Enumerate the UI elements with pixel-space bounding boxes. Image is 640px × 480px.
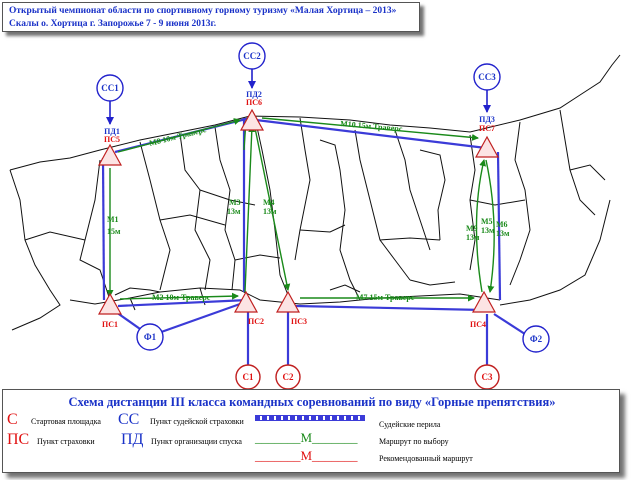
stage-m4-length: 13м bbox=[263, 207, 277, 216]
start-points bbox=[236, 365, 499, 389]
ss2-label: СС2 bbox=[243, 51, 261, 61]
stage-m5-length: 13м bbox=[481, 226, 495, 235]
stage-m2-label: М2 10м Траверс bbox=[152, 293, 211, 302]
ss3-label: СС3 bbox=[478, 72, 496, 82]
ps3-label: ПС3 bbox=[291, 317, 307, 326]
stage-m10-label: М10 15м Траверс bbox=[339, 119, 403, 134]
legend-pd-symbol: ПД bbox=[121, 431, 144, 448]
header-title: Открытый чемпионат области по спортивному горному туризму «Малая Хортица – 2013» bbox=[9, 6, 397, 16]
legend-judge-rope-text: Судейские перила bbox=[379, 420, 441, 429]
stage-m3-line bbox=[245, 126, 252, 292]
stage-m3-label: М3 bbox=[229, 198, 241, 207]
legend-title: Схема дистанции III класса командных соревнований по виду «Горные препятствия» bbox=[68, 395, 556, 409]
ps7-label: ПС7 bbox=[479, 124, 495, 133]
stage-m9-label: М9 bbox=[466, 224, 478, 233]
stage-m3-length: 13м bbox=[227, 207, 241, 216]
legend-ss-symbol: СС bbox=[118, 411, 140, 428]
stage-m4-label: М4 bbox=[263, 198, 275, 207]
legend-choice-text: Маршрут по выбору bbox=[379, 437, 449, 446]
ps6-label: ПС6 bbox=[246, 98, 262, 107]
pd2-label: ПД2 bbox=[246, 90, 262, 99]
ps1-label: ПС1 bbox=[102, 320, 118, 329]
f1-label: Ф1 bbox=[143, 332, 157, 342]
belay-ps4 bbox=[473, 292, 495, 312]
legend-rec-text: Рекомендованный маршрут bbox=[379, 454, 473, 463]
stage-m1-label: М1 bbox=[107, 215, 119, 224]
legend-box bbox=[2, 389, 620, 473]
belay-ps1 bbox=[99, 294, 121, 314]
legend-c-symbol: С bbox=[7, 411, 18, 428]
stage-m1-length: 15м bbox=[107, 227, 121, 236]
belay-ps5 bbox=[99, 145, 121, 165]
legend-ps-text: Пункт страховки bbox=[37, 437, 95, 446]
stage-m6-length: 13м bbox=[496, 229, 510, 238]
s1-label: С1 bbox=[242, 372, 254, 382]
legend-ps-symbol: ПС bbox=[7, 431, 30, 448]
stage-m9-length: 13м bbox=[466, 233, 480, 242]
s3-label: С3 bbox=[481, 372, 493, 382]
s2-label: С2 bbox=[282, 372, 294, 382]
stage-m7-label: М7 15м Траверс bbox=[356, 293, 415, 302]
f2-label: Ф2 bbox=[529, 334, 543, 344]
choice-routes bbox=[110, 118, 494, 299]
ss1-label: СС1 bbox=[101, 83, 119, 93]
legend-pd-text: Пункт организации спуска bbox=[151, 437, 242, 446]
ps4-label: ПС4 bbox=[470, 320, 486, 329]
legend-c-text: Стартовая площадка bbox=[31, 417, 101, 426]
legend-rec-symbol: _______М_______ bbox=[255, 448, 358, 463]
stage-m8-label: М8 10м Траверс bbox=[148, 125, 208, 148]
pd1-label: ПД1 bbox=[104, 127, 120, 136]
stage-m5-label: М5 bbox=[481, 217, 493, 226]
legend-choice-symbol: _______М_______ bbox=[255, 430, 358, 445]
belay-ps2 bbox=[235, 292, 257, 312]
ps5-label: ПС5 bbox=[104, 135, 120, 144]
legend-ss-text: Пункт судейской страховки bbox=[150, 417, 244, 426]
legend-judge-rope-sample bbox=[255, 415, 365, 421]
judge-ropes bbox=[103, 118, 528, 370]
stage-labels bbox=[107, 119, 510, 302]
ps2-label: ПС2 bbox=[248, 317, 264, 326]
header-subtitle: Скалы о. Хортица г. Запорожье 7 - 9 июня 2013г. bbox=[9, 19, 217, 29]
stage-m6-label: М6 bbox=[496, 220, 508, 229]
judge-arrows bbox=[110, 69, 487, 124]
pd3-label: ПД3 bbox=[479, 115, 495, 124]
judge-points bbox=[97, 43, 500, 101]
